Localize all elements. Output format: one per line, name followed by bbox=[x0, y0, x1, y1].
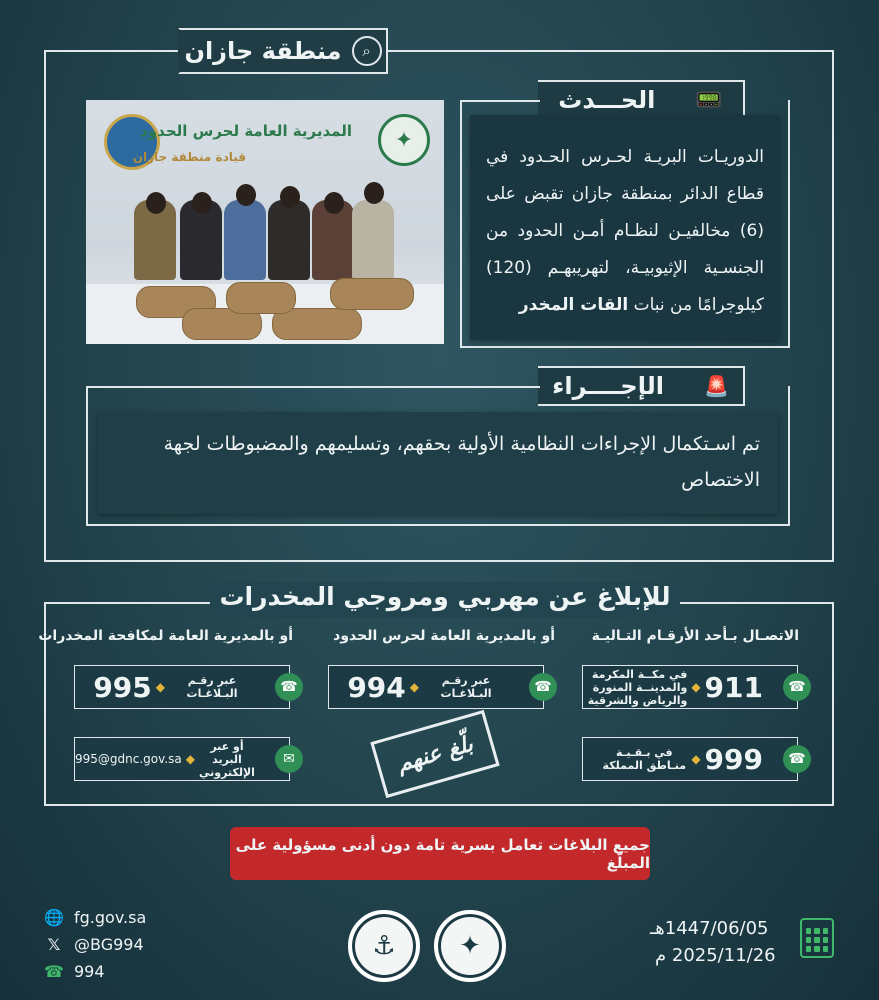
person-head bbox=[192, 192, 212, 214]
footer-x-handle[interactable] bbox=[44, 934, 144, 954]
arrow-icon: ◆ bbox=[409, 680, 419, 694]
report-title: للإبلاغ عن مهربي ومروجي المخدرات bbox=[210, 582, 680, 618]
number-994-desc: عبر رقـم البـلاغـات bbox=[440, 674, 492, 700]
call-911-box[interactable] bbox=[582, 665, 806, 709]
number-995-desc: عبر رقـم البـلاغـات bbox=[186, 674, 238, 700]
event-text-emphasis: القات المخدر bbox=[518, 295, 629, 315]
event-frame-right bbox=[788, 100, 790, 348]
mail-icon: ✉ bbox=[275, 745, 303, 773]
number-911: 911 bbox=[704, 670, 763, 704]
email-desc: أو عبر البريد الإلكتروني bbox=[199, 739, 255, 779]
photo-agency-name: المديرية العامة لحرس الحدود bbox=[140, 122, 352, 140]
report-frame-right bbox=[832, 602, 834, 806]
number-999-desc: في بـقـيـة منـاطق المملكة bbox=[602, 746, 687, 772]
report-frame-top-left bbox=[44, 602, 214, 604]
alarm-siren-icon: 🚨 bbox=[703, 374, 729, 398]
saudi-emblem-logo: ✦ bbox=[378, 114, 430, 166]
procedure-title: الإجــــراء bbox=[552, 372, 664, 400]
phone-text: 994 bbox=[74, 961, 105, 981]
phone-icon: ☎ bbox=[275, 673, 303, 701]
seizure-photo bbox=[86, 100, 444, 344]
footer-website[interactable] bbox=[44, 907, 146, 927]
number-999: 999 bbox=[704, 742, 763, 776]
event-frame-bottom bbox=[460, 346, 790, 348]
event-title: الحـــدث bbox=[558, 86, 656, 114]
number-994: 994 bbox=[347, 670, 406, 704]
proc-frame-left bbox=[86, 386, 88, 526]
person-head bbox=[324, 192, 344, 214]
col-head-narcotics: أو بالمديرية العامة لمكافحة المخدرات bbox=[38, 628, 293, 644]
person-head bbox=[364, 182, 384, 204]
website-text: fg.gov.sa bbox=[74, 907, 147, 927]
event-header bbox=[538, 80, 745, 120]
procedure-header bbox=[538, 366, 745, 406]
person-head bbox=[236, 184, 256, 206]
x-logo-icon: 𝕏 bbox=[47, 934, 61, 954]
col-head-border-guard: أو بالمديرية العامة لحرس الحدود bbox=[333, 628, 555, 644]
region-header bbox=[178, 28, 388, 74]
number-911-desc: في مكــة المكرمة والمدينــة المنورة والرياض والشرقية bbox=[587, 667, 688, 707]
event-frame-top bbox=[460, 100, 540, 102]
report-frame-bottom bbox=[44, 804, 834, 806]
radio-walkie-talkie-icon: 📟 bbox=[695, 87, 723, 113]
proc-frame-right bbox=[788, 386, 790, 526]
globe-icon: 🌐 bbox=[44, 907, 64, 927]
call-999-box[interactable] bbox=[582, 737, 806, 781]
person-figure bbox=[352, 200, 394, 280]
date-gregorian: 2025/11/26 م bbox=[655, 945, 776, 966]
report-frame-top-right bbox=[676, 602, 834, 604]
call-994-box[interactable] bbox=[328, 665, 552, 709]
person-figure bbox=[224, 200, 266, 280]
email-box[interactable] bbox=[74, 737, 295, 781]
arrow-icon: ◆ bbox=[155, 680, 165, 694]
frame-top-left bbox=[44, 50, 180, 52]
person-figure bbox=[268, 200, 310, 280]
calendar-icon bbox=[800, 918, 834, 958]
event-text: الدوريـات البريـة لحـرس الحـدود في قطاع الدائر بمنطقة جازان تقبض على (6) مخالفيـن لنظـام أمـن الحدود من الجنسـية الإثيوبيـة، لتهريبهـم (120) كيلوجرامًا من نبات bbox=[486, 147, 764, 315]
date-hijri: 1447/06/05هـ bbox=[650, 918, 769, 939]
event-frame-left bbox=[460, 100, 462, 348]
report-them-stamp: بلّغ عنهم bbox=[370, 710, 499, 798]
footer-phone[interactable] bbox=[44, 961, 105, 981]
saudi-emblem: ✦ bbox=[434, 910, 506, 982]
khat-sack bbox=[226, 282, 296, 314]
col-head-numbers: الاتصـال بـأحد الأرقـام التـاليـة bbox=[591, 628, 799, 644]
frame-left bbox=[44, 50, 46, 562]
arrow-icon: ◆ bbox=[691, 680, 701, 694]
photo-command-name: قيادة منطقة جازان bbox=[132, 150, 246, 164]
phone-icon: ☎ bbox=[783, 673, 811, 701]
event-description bbox=[470, 115, 780, 340]
border-guard-emblem: ⚓ bbox=[348, 910, 420, 982]
khat-sack bbox=[330, 278, 414, 310]
phone-icon: ☎ bbox=[529, 673, 557, 701]
person-head bbox=[280, 186, 300, 208]
number-995: 995 bbox=[93, 670, 152, 704]
frame-right bbox=[832, 50, 834, 562]
call-995-box[interactable] bbox=[74, 665, 298, 709]
proc-frame-bottom bbox=[86, 524, 790, 526]
person-head bbox=[146, 192, 166, 214]
proc-frame-top bbox=[86, 386, 540, 388]
region-title: منطقة جازان bbox=[184, 37, 342, 65]
procedure-description: تم اسـتكمال الإجراءات النظامية الأولية بحقهم، وتسليمهم والمضبوطات لجهة الاختصاص bbox=[98, 412, 778, 514]
phone-icon: ☎ bbox=[44, 961, 64, 981]
frame-bottom bbox=[44, 560, 834, 562]
phone-icon: ☎ bbox=[783, 745, 811, 773]
frame-top-right bbox=[386, 50, 834, 52]
magnifier-radar-icon: ⌕ bbox=[352, 36, 382, 66]
arrow-icon: ◆ bbox=[185, 752, 195, 766]
confidentiality-notice: جميع البلاغات تعامل بسرية تامة دون أدنى مسؤولية على المبلّغ bbox=[230, 827, 650, 880]
arrow-icon: ◆ bbox=[691, 752, 701, 766]
email-address[interactable]: 995@gdnc.gov.sa bbox=[75, 752, 182, 766]
x-handle-text: @BG994 bbox=[74, 934, 144, 954]
